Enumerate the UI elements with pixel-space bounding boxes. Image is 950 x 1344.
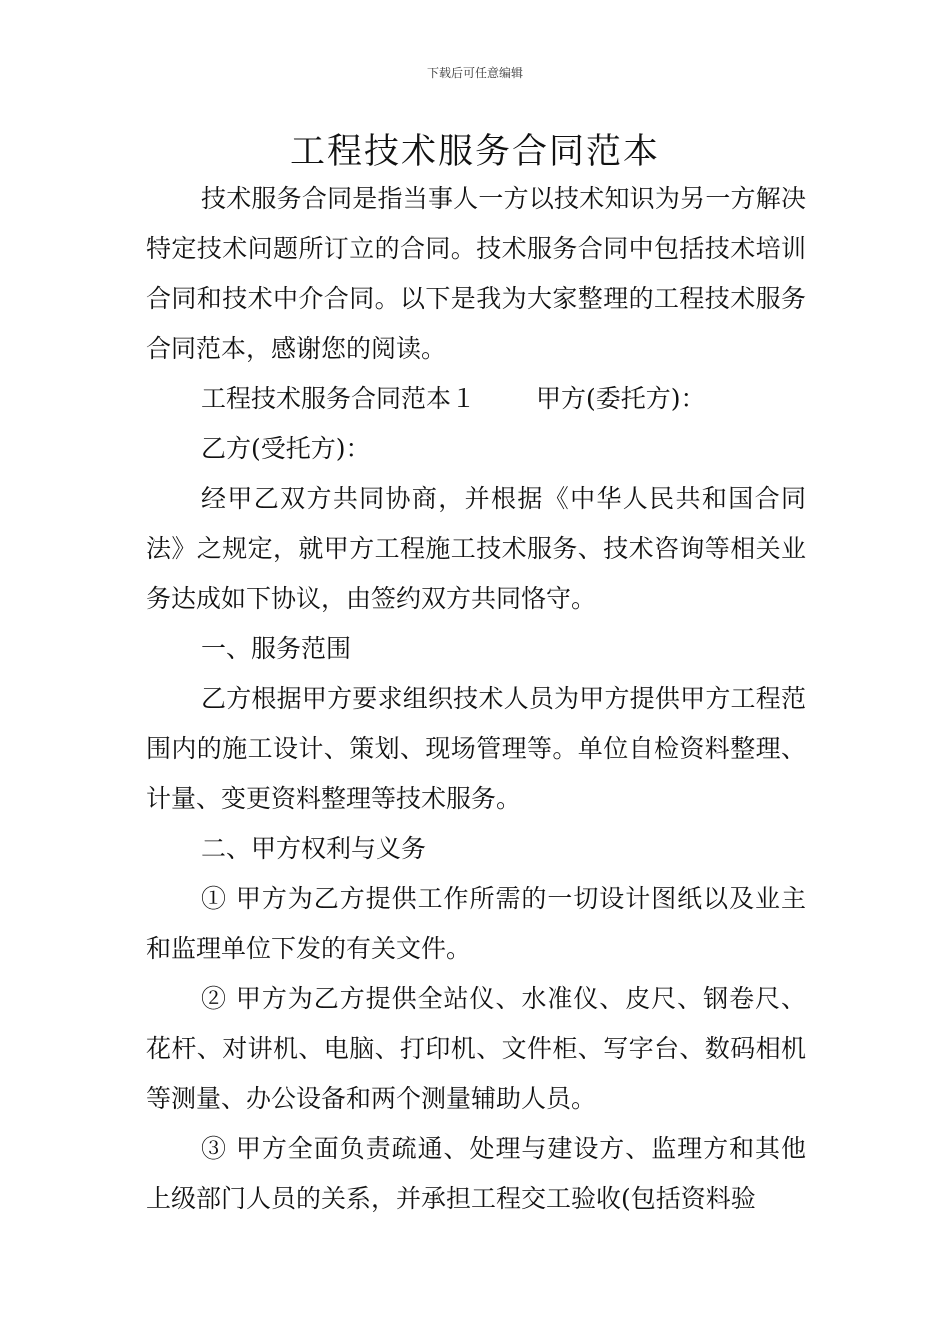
section2-title: 二、甲方权利与义务 [201,834,427,863]
section2-item-1: ① 甲方为乙方提供工作所需的一切设计图纸以及业主和监理单位下发的有关文件。 [146,884,806,963]
document-body [146,174,806,1224]
sample-heading-line [146,374,806,424]
header-note: 下载后可任意编辑 [426,66,523,80]
section2-item-2: ② 甲方为乙方提供全站仪、水准仪、皮尺、钢卷尺、花杆、对讲机、电脑、打印机、文件柜、写字台、数码相机等测量、办公设备和两个测量辅助人员。 [146,984,806,1113]
sample-heading: 工程技术服务合同范本１ [201,384,477,413]
section2-item-3: ③ 甲方全面负责疏通、处理与建设方、监理方和其他上级部门人员的关系，并承担工程交工验收(包括资料验 [146,1134,806,1213]
section1-paragraph: 乙方根据甲方要求组织技术人员为甲方提供甲方工程范围内的施工设计、策划、现场管理等。单位自检资料整理、计量、变更资料整理等技术服务。 [146,684,806,813]
party-b-label: 乙方(受托方)： [201,434,371,463]
section1-title: 一、服务范围 [201,634,352,663]
party-a-label: 甲方(委托方)： [536,384,706,413]
preamble-paragraph: 经甲乙双方共同协商，并根据《中华人民共和国合同法》之规定，就甲方工程施工技术服务、技术咨询等相关业务达成如下协议，由签约双方共同恪守。 [146,484,806,613]
intro-paragraph: 技术服务合同是指当事人一方以技术知识为另一方解决特定技术问题所订立的合同。技术服务合同中包括技术培训合同和技术中介合同。以下是我为大家整理的工程技术服务合同范本，感谢您的阅读。 [146,184,806,363]
document-title: 工程技术服务合同范本 [289,132,660,172]
